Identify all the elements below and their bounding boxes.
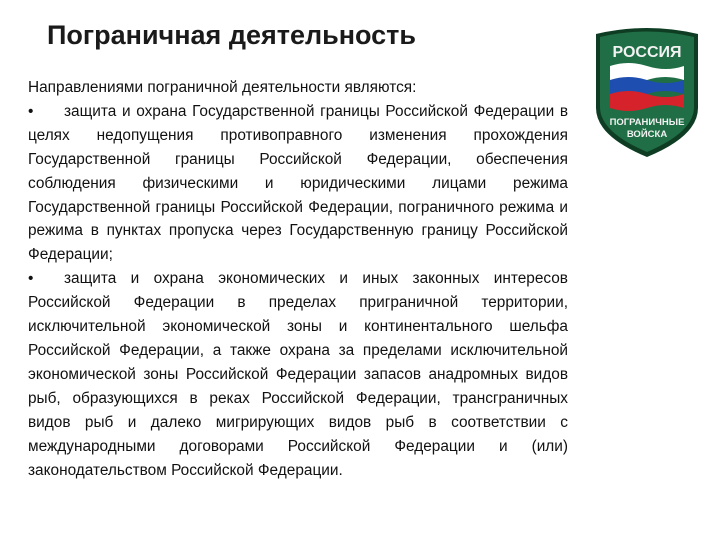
slide-title: Пограничная деятельность [47, 20, 416, 50]
intro-text: Направлениями пограничной деятельности являются: [28, 79, 417, 96]
slide-body [28, 76, 568, 482]
bullet-marker: • [28, 102, 34, 120]
border-troops-patch-emblem [592, 24, 702, 160]
bullet-marker: • [28, 270, 34, 288]
patch-top-text: РОССИЯ [612, 44, 682, 61]
bullet-text: защита и охрана экономических и иных законных интересов Российской Федерации в пределах приграничной территории, исключительной экономической зоны и континентального шельфа Российской Федерации, а также охрана за пределами исключительной экономической зоны Российской Федерации запасов анадромных видов рыб, образующихся в реках Российской Федерации, трансграничных видов рыб и далеко мигрирующих видов рыб в соответствии с международными договорами Российской Федерации и (или) законодательством Российской Федерации. [28, 270, 568, 479]
bullet-item-border-protection [28, 100, 568, 267]
bullet-text: защита и охрана Государственной границы Российской Федерации в целях недопущения противоправного изменения прохождения Государственной границы Российской Федерации, обеспечения соблюдения физическими и юридическими лицами режима Государственной границы Российской Федерации, пограничного режима и режима в пунктах пропуска через Государственную границу Российской Федерации; [28, 102, 568, 264]
patch-bottom-line1: ПОГРАНИЧНЫЕ [609, 117, 685, 128]
bullet-item-economic-interests [28, 267, 568, 482]
russian-flag-icon [610, 63, 684, 111]
patch-bottom-line2: ВОЙСКА [626, 129, 668, 140]
